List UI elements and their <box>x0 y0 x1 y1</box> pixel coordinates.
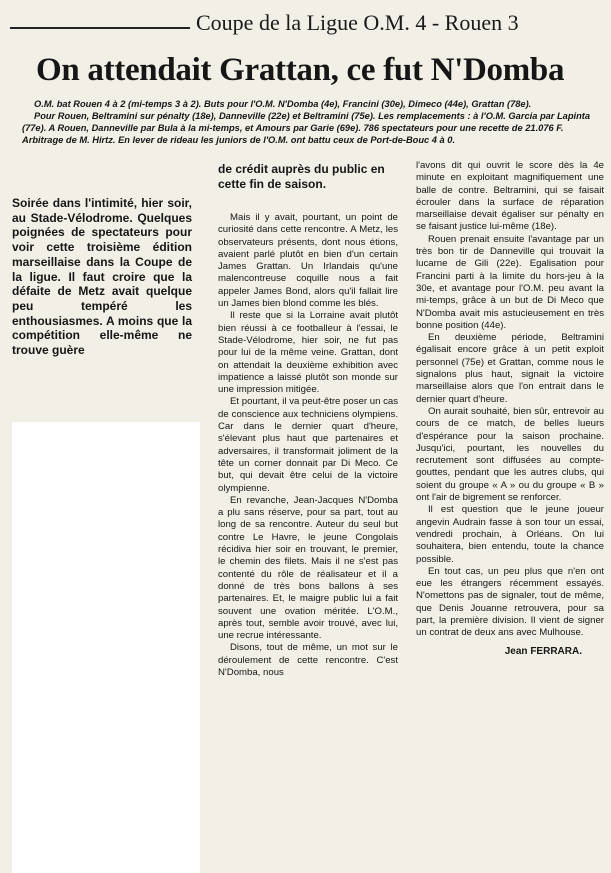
column-2 <box>218 212 398 679</box>
body-paragraph: On aurait souhaité, bien sûr, entrevoir au cours de ce match, de belles lueurs d'espérance pour la saison prochaine. Jusqu'ici, pourtant, les nouvelles du recrutement sont diffusées au compte-gouttes, pendant que les autres clubs, qui soient du groupe « A » ou du groupe « B » ont l'air de bigrement se renforcer. <box>416 405 604 504</box>
headline: On attendait Grattan, ce fut N'Domba <box>36 52 565 88</box>
body-paragraph: l'avons dit qui ouvrit le score dès la 4e minute en exploitant magnifiquement une balle de contre. Beltramini, qui se faisait écrouler dans la surface de réparation marseillaise devait égaliser sur pénalty en se faisant justice lui-même (18e). <box>416 160 604 233</box>
body-paragraph: En deuxième période, Beltramini égalisait encore grâce à un petit exploit personnel (75e) et Grattan, comme nous le signalons plus haut, signait la victoire marseillaise alors que l'on entrait dans le dernier quart d'heure. <box>416 332 604 405</box>
body-paragraph: En tout cas, un peu plus que n'en ont eue les étrangers récemment essayés. N'omettons pas de signaler, tout de même, que Denis Jouanne retrouvera, pour sa part, la première division. Il vient de signer un contrat de deux ans avec Mulhouse. <box>416 565 604 639</box>
kicker: Coupe de la Ligue O.M. 4 - Rouen 3 <box>196 10 519 35</box>
column-3 <box>416 160 604 658</box>
lead-paragraph: Soirée dans l'intimité, hier soir, au Stade-Vélodrome. Quelques poignées de spectateurs pour voir cette troisième édition marseillaise dans la Coupe de la ligue. Il faut croire que la défaite de Metz avait quelque peu tempéré les enthousiasmes. A moins que la compétition elle-même ne trouve guère <box>12 196 192 358</box>
summary-paragraph: Pour Rouen, Beltramini sur pénalty (18e), Danneville (22e) et Beltramini (75e). Les remplacements : à l'O.M. Garcia par Lapinta (77e). A Rouen, Danneville par Bula à la mi-temps, et Amours par Garie (69e). 786 spectateurs pour une recette de 21.076 F. Arbitrage de M. Hirtz. En lever de rideau les juniors de l'O.M. ont battu ceux de Port-de-Bouc 4 à 0. <box>22 111 591 145</box>
match-summary <box>22 98 604 146</box>
body-paragraph: Disons, tout de même, un mot sur le déroulement de cette rencontre. C'est N'Domba, nous <box>218 642 398 678</box>
body-paragraph: Mais il y avait, pourtant, un point de curiosité dans cette rencontre. A Metz, les observateurs présents, dont nous étions, avaient parlé plutôt en bien d'un certain James Grattan. Un Irlandais qu'une malencontreuse coquille nous a fait appeler James Bond, alors qu'il fallait lire un James bien blond comme les blés. <box>218 212 398 310</box>
body-paragraph: Rouen prenait ensuite l'avantage par un très bon tir de Danneville qui trouvait la lucarne de Gili (22e). Egalisation pour Francini parti à la limite du hors-jeu à la 30e, et avantage pour l'O.M. peu avant la mi-temps, grâce à un but de Di Meco que N'Domba avait mis astucieusement en très bonne position (44e). <box>416 233 604 331</box>
author-signature: Jean FERRARA. <box>504 645 582 657</box>
body-paragraph: Il est question que le jeune joueur angevin Audrain fasse à son tour un essai, vendredi prochain, à Orléans. On lui souhaitera, bien entendu, toute la chance possible. <box>416 504 604 565</box>
body-paragraph: En revanche, Jean-Jacques N'Domba a plu sans réserve, pour sa part, tout au long de sa rencontre. Auteur du seul but contre Le Havre, le jeune Congolais récidiva hier soir en trouvant, le premier, le chemin des filets. Mais il ne s'est pas contenté du rôle de réalisateur et il a donné de très bons ballons à ses partenaires. Et, le maigre public lui a fait souvent une ovation méritée. L'O.M., après tout, semble avoir trouvé, avec lui, une recrue intéressante. <box>218 494 398 642</box>
body-paragraph: Il reste que si la Lorraine avait plutôt bien réussi à ce footballeur à l'essai, le Stade-Vélodrome, hier soir, ne fut pas pour lui de la même veine. Grattan, dont on attendait la deuxième exhibition avec impatience a laissé plutôt son monde sur une impression mitigée. <box>218 310 398 396</box>
body-paragraph: Et pourtant, il va peut-être poser un cas de conscience aux techniciens olympiens. Car dans le dernier quart d'heure, s'élevant plus haut que partenaires et adversaires, il transformait joliment de la tête un corner donnait par Di Meco. Ce but, qui devait être celui de la victoire olympienne. <box>218 396 398 494</box>
blank-area <box>12 422 200 873</box>
summary-paragraph: O.M. bat Rouen 4 à 2 (mi-temps 3 à 2). Buts pour l'O.M. N'Domba (4e), Francini (30e), Dimeco (44e), Grattan (78e). <box>34 99 532 109</box>
kicker-rule <box>10 27 190 29</box>
lead-paragraph-continued: de crédit auprès du public en cette fin de saison. <box>218 162 385 191</box>
